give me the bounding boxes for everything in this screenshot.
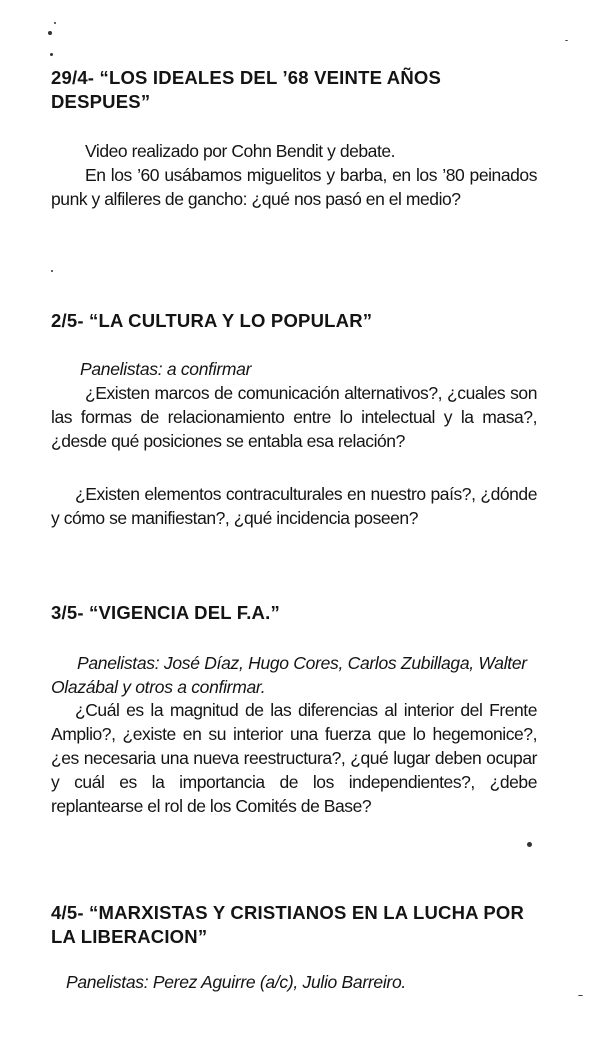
section-panelists: Panelistas: José Díaz, Hugo Cores, Carlos Zubillaga, Walter Olazábal y otros a confirmar. bbox=[51, 653, 527, 697]
scan-speck bbox=[50, 53, 53, 56]
section-paragraph: Video realizado por Cohn Bendit y debate. bbox=[85, 141, 396, 161]
section-paragraph: ¿Cuál es la magnitud de las diferencias al interior del Frente Amplio?, ¿existe en su interior una fuerza que lo hegemonice?, ¿es necesaria una nueva reestructura?, ¿qué lugar deben ocupar y cuál es la importancia de los independientes?, ¿debe replantearse el rol de los Comités de Base? bbox=[51, 700, 537, 816]
section-paragraph: En los ’60 usábamos miguelitos y barba, en los ’80 peinados punk y alfileres de gancho: ¿qué nos pasó en el medio? bbox=[51, 165, 537, 209]
section-heading: 2/5- “LA CULTURA Y LO POPULAR” bbox=[51, 310, 373, 331]
scan-speck bbox=[565, 40, 568, 41]
section-paragraph: ¿Existen marcos de comunicación alternativos?, ¿cuales son las formas de relacionamiento entre lo intelectual y la masa?, ¿desde qué posiciones se entabla esa relación? bbox=[51, 383, 537, 451]
scan-speck bbox=[48, 31, 52, 35]
scan-speck bbox=[527, 842, 532, 847]
section-panelists: Panelistas: a confirmar bbox=[80, 359, 252, 379]
section-paragraph: ¿Existen elementos contraculturales en nuestro país?, ¿dónde y cómo se manifiestan?, ¿qué incidencia poseen? bbox=[51, 484, 537, 528]
section-panelists: Panelistas: Perez Aguirre (a/c), Julio Barreiro. bbox=[66, 972, 406, 992]
scan-speck bbox=[51, 270, 53, 272]
scan-speck bbox=[54, 22, 56, 24]
section-heading: 29/4- “LOS IDEALES DEL ’68 VEINTE AÑOS DESPUES” bbox=[51, 67, 442, 112]
scan-speck bbox=[578, 995, 583, 996]
section-heading: 3/5- “VIGENCIA DEL F.A.” bbox=[51, 602, 280, 623]
section-heading: 4/5- “MARXISTAS Y CRISTIANOS EN LA LUCHA POR LA LIBERACION” bbox=[51, 902, 525, 947]
